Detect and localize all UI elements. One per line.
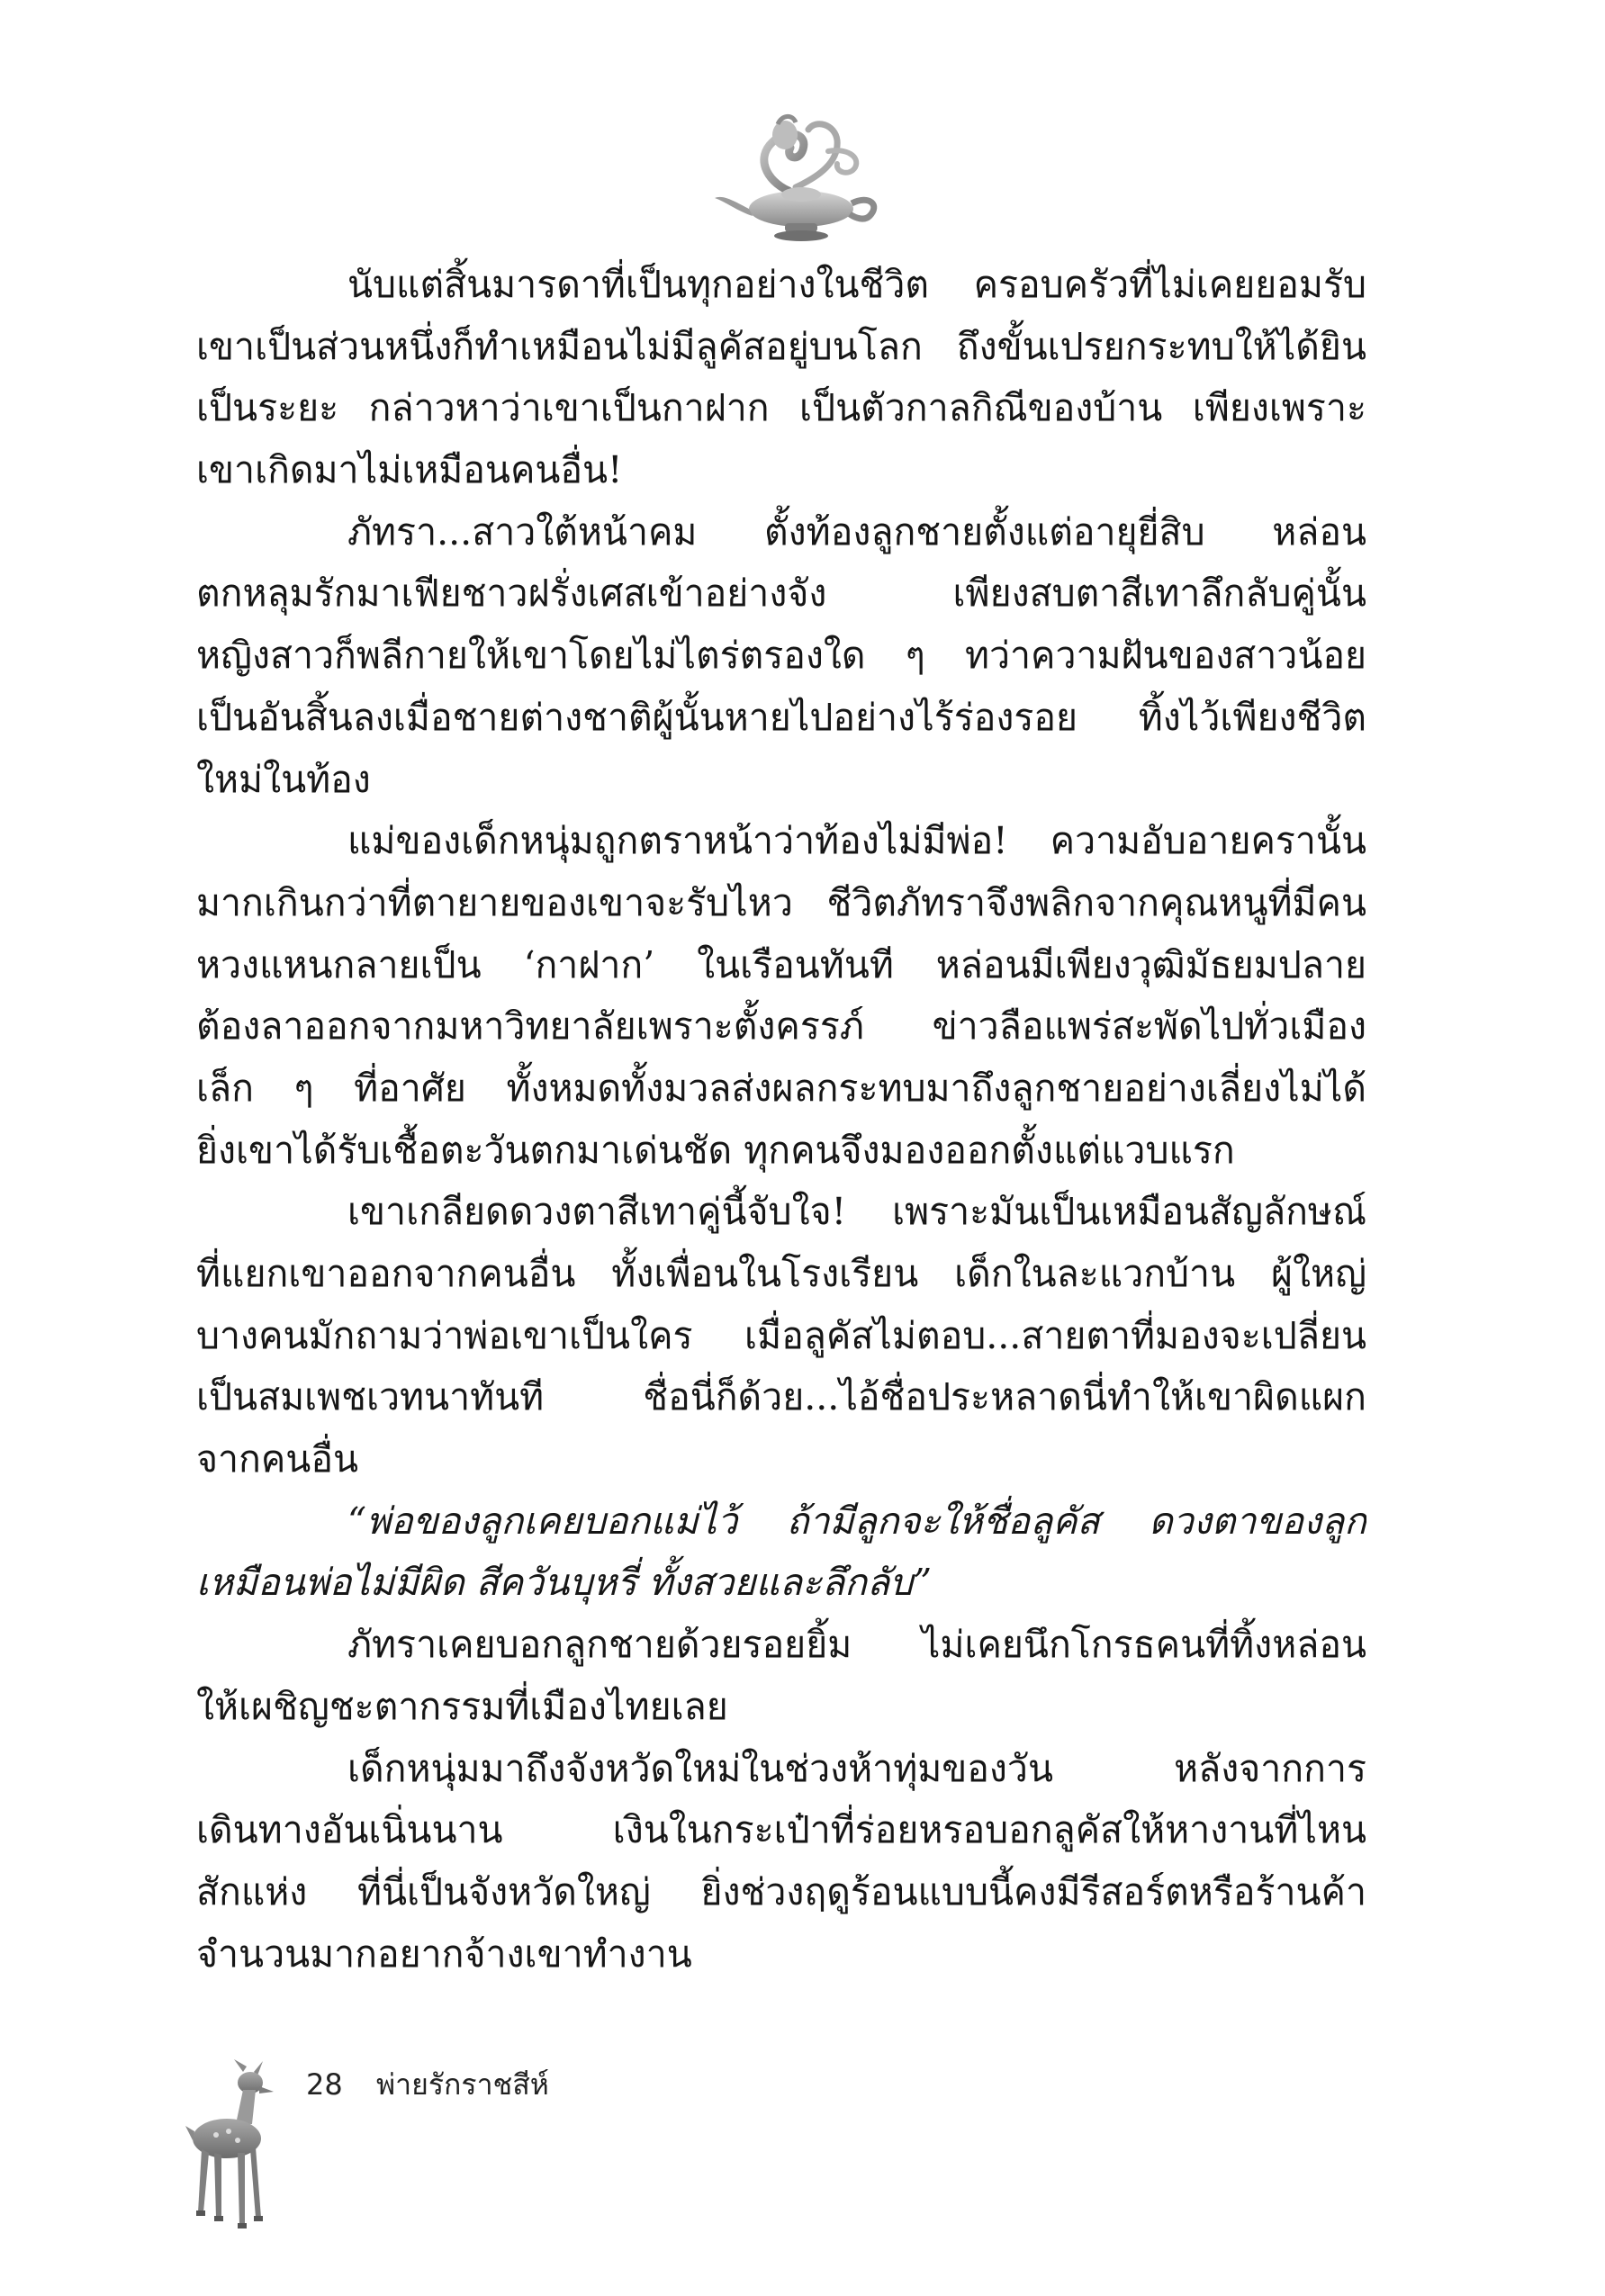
book-title: พ่ายรักราชสีห์	[376, 2067, 549, 2102]
text-line: เป็นระยะ กล่าวหาว่าเขาเป็นกาฝาก เป็นตัวกาลกิณีของบ้าน เพียงเพราะ	[196, 386, 1366, 430]
text-line: จากคนอื่น	[196, 1437, 358, 1481]
text-line: เด็กหนุ่มมาถึงจังหวัดใหม่ในช่วงห้าทุ่มของวัน หลังจากการ	[347, 1746, 1366, 1790]
text-line: บางคนมักถามว่าพ่อเขาเป็นใคร เมื่อลูคัสไม่ตอบ...สายตาที่มองจะเปลี่ยน	[196, 1313, 1366, 1357]
genie-lamp-icon	[702, 108, 900, 243]
paragraph-3	[196, 810, 1366, 1181]
text-line: ต้องลาออกจากมหาวิทยาลัยเพราะตั้งครรภ์ ข่าวลือแพร่สะพัดไปทั่วเมือง	[196, 1004, 1366, 1049]
paragraph-2	[196, 501, 1366, 810]
text-line: แม่ของเด็กหนุ่มถูกตราหน้าว่าท้องไม่มีพ่อ! ความอับอายครานั้น	[347, 819, 1366, 863]
body-text	[196, 254, 1366, 1985]
text-line: หวงแหนกลายเป็น ‘กาฝาก’ ในเรือนทันที หล่อนมีเพียงวุฒิมัธยมปลาย	[196, 942, 1366, 986]
text-line: “พ่อของลูกเคยบอกแม่ไว้ ถ้ามีลูกจะให้ชื่อลูคัส ดวงตาของลูก	[347, 1499, 1366, 1543]
paragraph-4	[196, 1181, 1366, 1490]
page-number: 28	[306, 2067, 343, 2102]
text-line: ตกหลุมรักมาเฟียชาวฝรั่งเศสเข้าอย่างจัง เพียงสบตาสีเทาลึกลับคู่นั้น	[196, 572, 1366, 616]
text-line: เขาเกิดมาไม่เหมือนคนอื่น!	[196, 448, 623, 492]
text-line: เขาเป็นส่วนหนึ่งก็ทำเหมือนไม่มีลูคัสอยู่บนโลก ถึงขั้นเปรยกระทบให้ได้ยิน	[196, 324, 1366, 368]
quote-paragraph	[196, 1490, 1366, 1614]
text-line: นับแต่สิ้นมารดาที่เป็นทุกอย่างในชีวิต ครอบครัวที่ไม่เคยยอมรับ	[347, 263, 1366, 306]
paragraph-1	[196, 254, 1366, 501]
paragraph-7	[196, 1738, 1366, 1985]
text-line: ที่แยกเขาออกจากคนอื่น ทั้งเพื่อนในโรงเรียน เด็กในละแวกบ้าน ผู้ใหญ่	[196, 1252, 1366, 1295]
text-line: ภัทราเคยบอกลูกชายด้วยรอยยิ้ม ไม่เคยนึกโกรธคนที่ทิ้งหล่อน	[347, 1623, 1366, 1667]
deer-icon	[180, 2059, 302, 2239]
text-line: สักแห่ง ที่นี่เป็นจังหวัดใหญ่ ยิ่งช่วงฤดูร้อนแบบนี้คงมีรีสอร์ตหรือร้านค้า	[196, 1869, 1366, 1913]
text-line: ให้เผชิญชะตากรรมที่เมืองไทยเลย	[196, 1684, 728, 1728]
text-line: เป็นอันสิ้นลงเมื่อชายต่างชาติผู้นั้นหายไปอย่างไร้ร่องรอย ทิ้งไว้เพียงชีวิต	[196, 695, 1366, 739]
text-line: เหมือนพ่อไม่มีผิด สีควันบุหรี่ ทั้งสวยและลึกลับ”	[196, 1561, 933, 1605]
text-line: เป็นสมเพชเวทนาทันที ชื่อนี่ก็ด้วย...ไอ้ชื่อประหลาดนี่ทำให้เขาผิดแผก	[196, 1375, 1366, 1419]
text-line: เล็ก ๆ ที่อาศัย ทั้งหมดทั้งมวลส่งผลกระทบมาถึงลูกชายอย่างเลี่ยงไม่ได้	[196, 1066, 1366, 1110]
text-line: หญิงสาวก็พลีกายให้เขาโดยไม่ไตร่ตรองใด ๆ ทว่าความฝันของสาวน้อย	[196, 634, 1366, 678]
text-line: มากเกินกว่าที่ตายายของเขาจะรับไหว ชีวิตภัทราจึงพลิกจากคุณหนูที่มีคน	[196, 880, 1366, 924]
text-line: ใหม่ในท้อง	[196, 757, 371, 801]
text-line: ยิ่งเขาได้รับเชื้อตะวันตกมาเด่นชัด ทุกคนจึงมองออกตั้งแต่แวบแรก	[196, 1128, 1235, 1172]
text-line: เขาเกลียดดวงตาสีเทาคู่นี้จับใจ! เพราะมันเป็นเหมือนสัญลักษณ์	[347, 1190, 1366, 1234]
paragraph-6	[196, 1614, 1366, 1737]
text-line: ภัทรา...สาวใต้หน้าคม ตั้งท้องลูกชายตั้งแต่อายุยี่สิบ หล่อน	[347, 509, 1366, 554]
text-line: เดินทางอันเนิ่นนาน เงินในกระเป๋าที่ร่อยหรอบอกลูคัสให้หางานที่ไหน	[196, 1808, 1366, 1852]
text-line: จำนวนมากอยากจ้างเขาทำงาน	[196, 1931, 692, 1976]
